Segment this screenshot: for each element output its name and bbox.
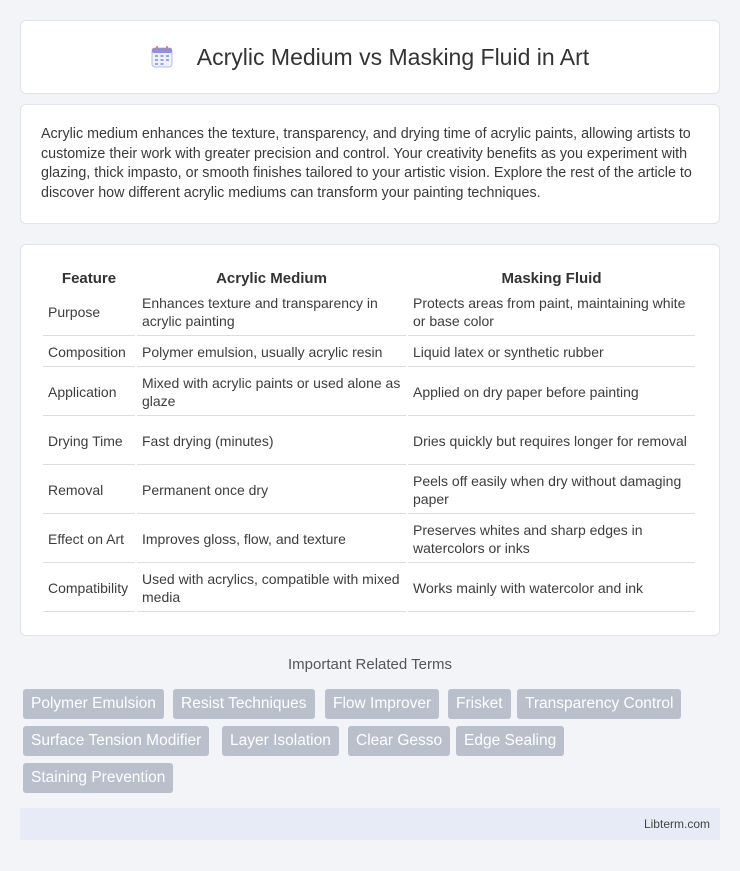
feature-cell: Purpose [43, 289, 135, 336]
table-row [43, 418, 695, 465]
tag-resist-techniques[interactable]: Resist Techniques [173, 689, 315, 719]
feature-cell: Removal [43, 467, 135, 514]
acrylic-medium-cell: Fast drying (minutes) [137, 418, 406, 465]
table-row [43, 289, 695, 336]
calendar-icon [151, 46, 173, 68]
feature-cell: Compatibility [43, 565, 135, 612]
header-feature: Feature [61, 269, 117, 287]
masking-fluid-cell: Preserves whites and sharp edges in watercolors or inks [408, 516, 695, 563]
table-row [43, 516, 695, 563]
masking-fluid-cell: Protects areas from paint, maintaining white or base color [408, 289, 695, 336]
intro-card [20, 104, 720, 224]
footer-site-link[interactable]: Libterm.com [643, 817, 710, 831]
header-acrylic-medium: Acrylic Medium [216, 269, 327, 287]
table-row [43, 467, 695, 514]
feature-cell: Drying Time [43, 418, 135, 465]
acrylic-medium-cell: Mixed with acrylic paints or used alone as glaze [137, 369, 406, 416]
footer [20, 808, 720, 840]
table-header-row [43, 267, 695, 287]
tag-polymer-emulsion[interactable]: Polymer Emulsion [23, 689, 164, 719]
tag-staining-prevention[interactable]: Staining Prevention [23, 763, 173, 793]
comparison-table [41, 265, 697, 614]
acrylic-medium-cell: Polymer emulsion, usually acrylic resin [137, 338, 406, 367]
tag-edge-sealing[interactable]: Edge Sealing [456, 726, 564, 756]
tag-frisket[interactable]: Frisket [448, 689, 511, 719]
table-row [43, 338, 695, 367]
masking-fluid-cell: Applied on dry paper before painting [408, 369, 695, 416]
acrylic-medium-cell: Used with acrylics, compatible with mixed media [137, 565, 406, 612]
tag-flow-improver[interactable]: Flow Improver [325, 689, 439, 719]
tag-clear-gesso[interactable]: Clear Gesso [348, 726, 450, 756]
masking-fluid-cell: Liquid latex or synthetic rubber [408, 338, 695, 367]
tag-transparency-control[interactable]: Transparency Control [517, 689, 681, 719]
table-row [43, 369, 695, 416]
masking-fluid-cell: Works mainly with watercolor and ink [408, 565, 695, 612]
masking-fluid-cell: Peels off easily when dry without damaging paper [408, 467, 695, 514]
masking-fluid-cell: Dries quickly but requires longer for removal [408, 418, 695, 465]
feature-cell: Composition [43, 338, 135, 367]
title-card [20, 20, 720, 94]
tag-surface-tension-modifier[interactable]: Surface Tension Modifier [23, 726, 209, 756]
tag-layer-isolation[interactable]: Layer Isolation [222, 726, 339, 756]
related-terms-heading: Important Related Terms [288, 656, 452, 673]
acrylic-medium-cell: Permanent once dry [137, 467, 406, 514]
page-title: Acrylic Medium vs Masking Fluid in Art [196, 43, 590, 70]
feature-cell: Application [43, 369, 135, 416]
comparison-card [20, 244, 720, 636]
intro-text: Acrylic medium enhances the texture, transparency, and drying time of acrylic paints, allowing artists to customize their work with greater precision and control. Your creativity benefits as you experiment with glazing, thick impasto, or smooth finishes tailored to your artistic vision. Explore the rest of the article to discover how different acrylic mediums can transform your painting techniques. [41, 126, 692, 201]
acrylic-medium-cell: Enhances texture and transparency in acrylic painting [137, 289, 406, 336]
header-masking-fluid: Masking Fluid [501, 269, 602, 287]
feature-cell: Effect on Art [43, 516, 135, 563]
table-row [43, 565, 695, 612]
acrylic-medium-cell: Improves gloss, flow, and texture [137, 516, 406, 563]
